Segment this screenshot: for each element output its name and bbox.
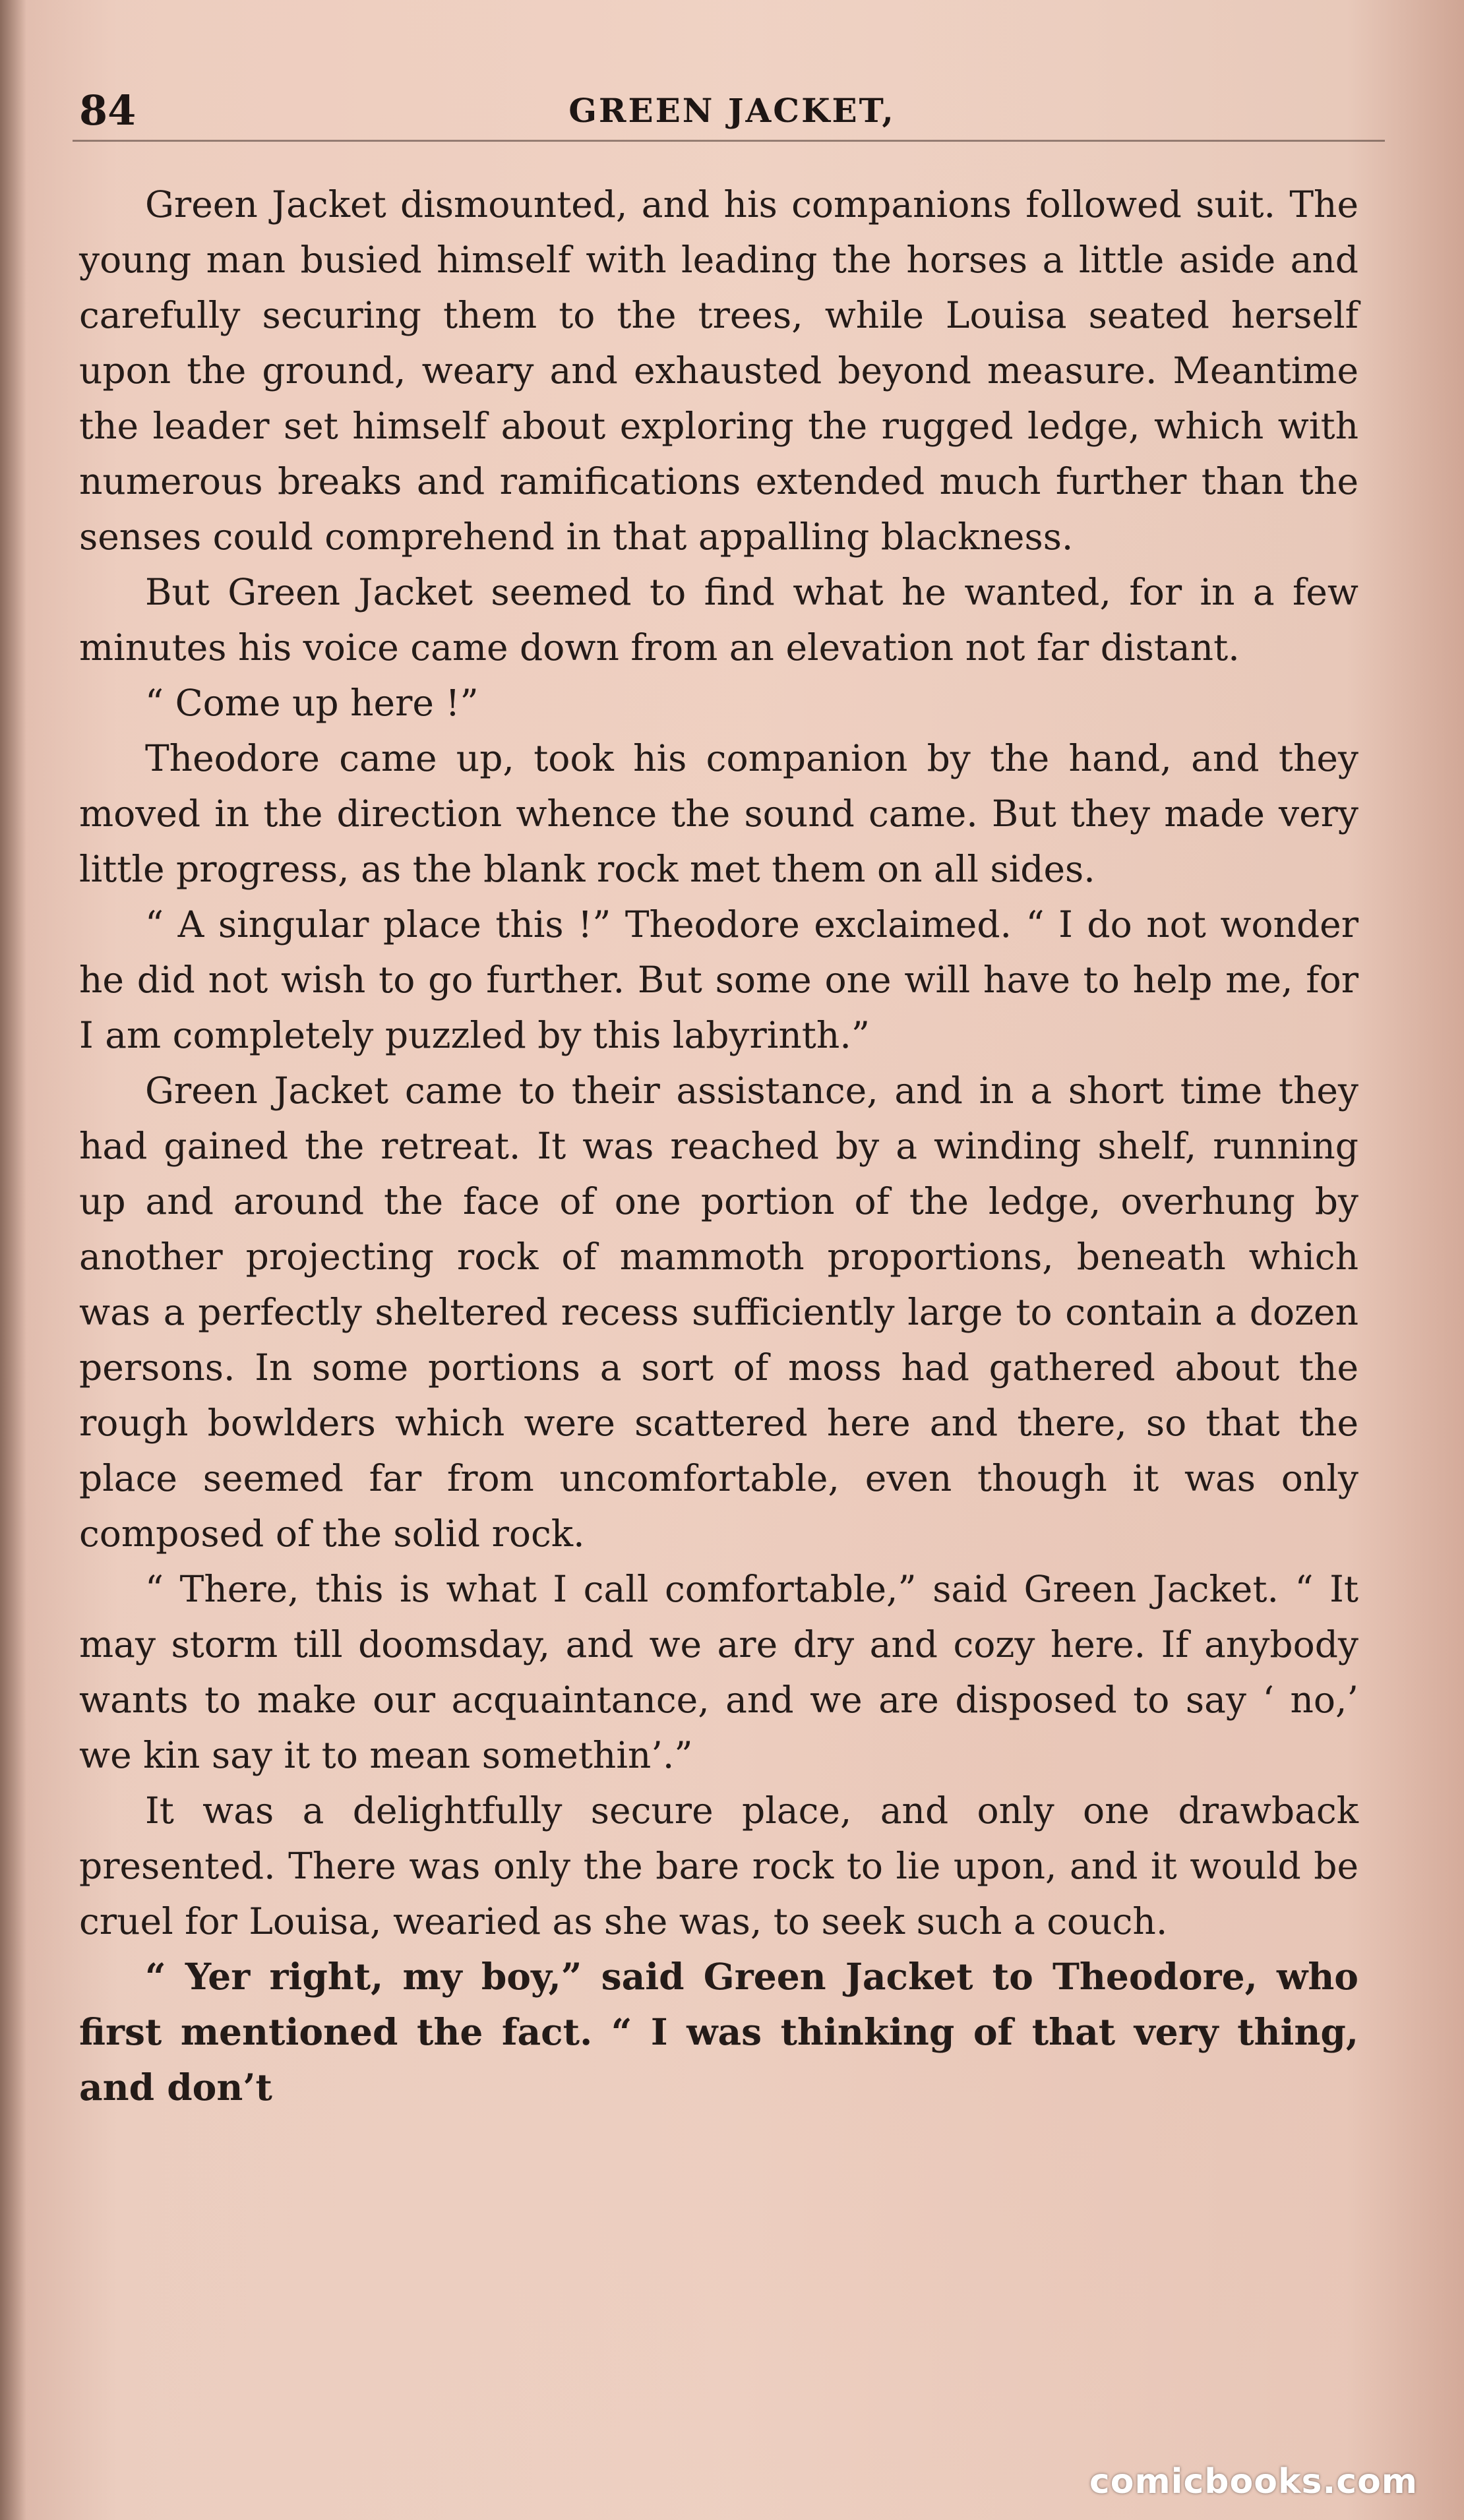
page-shadow-edge bbox=[0, 0, 26, 2520]
body-text bbox=[79, 177, 1358, 2115]
paragraph-8: It was a delightfully secure place, and only one drawback presented. There was only the bare rock to lie upon, and it would be cruel for Louisa, wearied as she was, to seek such a couch. bbox=[79, 1789, 1358, 1942]
running-title: GREEN JACKET, bbox=[568, 91, 896, 130]
paragraph-3: “ Come up here !” bbox=[145, 682, 479, 724]
watermark-text: comicbooks.com bbox=[1089, 2462, 1418, 2502]
header-rule bbox=[73, 140, 1385, 142]
paragraph-1: Green Jacket dismounted, and his companions followed suit. The young man busied himself with leading the horses a little aside and carefully securing them to the trees, while Louisa seated herself upon the ground, weary and exhausted beyond measure. Meantime the leader set himself about exploring the rugged ledge, which with numerous breaks and ramifications extended much further than the senses could comprehend in that appalling blackness. bbox=[79, 183, 1358, 558]
page-header bbox=[79, 84, 1385, 137]
paragraph-4: Theodore came up, took his companion by the hand, and they moved in the direction whence the sound came. But they made very little progress, as the blank rock met them on all sides. bbox=[79, 737, 1358, 890]
paragraph-6: Green Jacket came to their assistance, and in a short time they had gained the retreat. It was reached by a winding shelf, running up and around the face of one portion of the ledge, overhung by another projecting rock of mammoth proportions, beneath which was a perfectly sheltered recess sufficiently large to contain a dozen persons. In some portions a sort of moss had gathered about the rough bowlders which were scattered here and there, so that the place seemed far from uncomfortable, even though it was only composed of the solid rock. bbox=[79, 1069, 1358, 1555]
page-number: 84 bbox=[79, 86, 137, 135]
paragraph-5: “ A singular place this !” Theodore exclaimed. “ I do not wonder he did not wish to go further. But some one will have to help me, for I am completely puzzled by this labyrinth.” bbox=[79, 903, 1358, 1056]
paragraph-7: “ There, this is what I call comfortable,” said Green Jacket. “ It may storm till doomsday, and we are dry and cozy here. If anybody wants to make our acquaintance, and we are disposed to say ‘ no,’ we kin say it to mean somethin’.” bbox=[79, 1568, 1358, 1776]
paragraph-2: But Green Jacket seemed to find what he wanted, for in a few minutes his voice came down from an elevation not far distant. bbox=[79, 571, 1358, 669]
paragraph-9: “ Yer right, my boy,” said Green Jacket to Theodore, who first mentioned the fact. “ I was thinking of that very thing, and don’t bbox=[79, 1955, 1358, 2109]
